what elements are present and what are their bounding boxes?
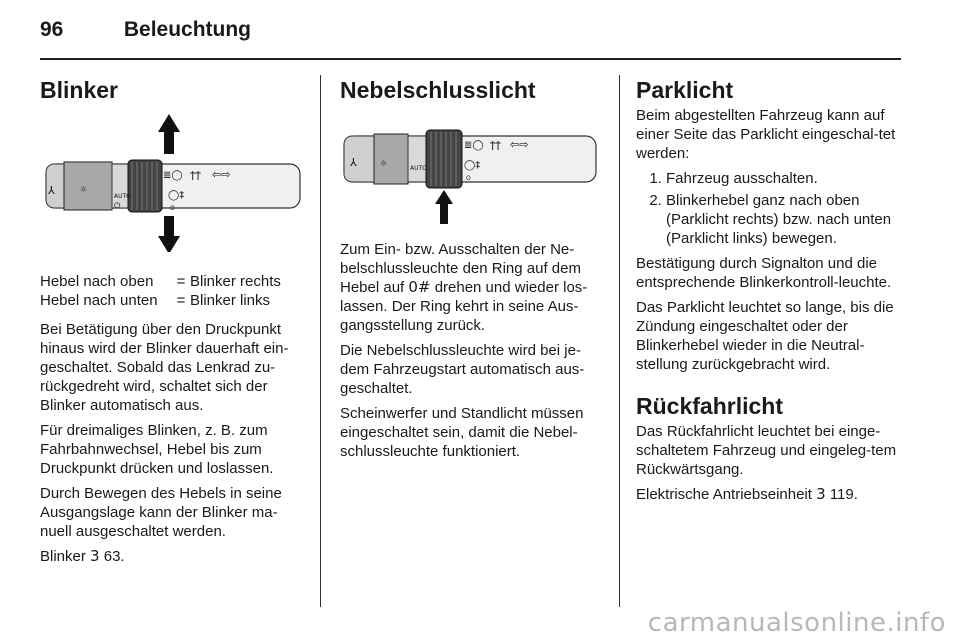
page-header xyxy=(40,18,251,42)
paragraph: Zum Ein- bzw. Ausschalten der Ne-belschlussleuchte den Ring auf dem Hebel auf 0# drehen und wieder los-lassen. Der Ring kehrt in seine Aus-gangsstellung zurück. xyxy=(340,241,588,334)
steps-list xyxy=(636,169,902,248)
reference-arrow-icon: 3 xyxy=(90,547,100,565)
header-rule xyxy=(40,58,901,60)
paragraph: Bestätigung durch Signalton und die entsprechende Blinkerkontroll-leuchte. xyxy=(636,255,892,291)
fog-light-icon: 0# xyxy=(408,278,431,296)
svg-text:◯‡: ◯‡ xyxy=(168,190,185,201)
heading-parklicht: Parklicht xyxy=(636,77,734,103)
svg-text:ϯϯ: ϯϯ xyxy=(490,140,501,151)
paragraph: Durch Bewegen des Hebels in seine Ausgangslage kann der Blinker ma-nuell ausgeschaltet werden. xyxy=(40,485,282,540)
svg-text:≣◯: ≣◯ xyxy=(464,140,484,151)
paragraph: Für dreimaliges Blinken, z. B. zum Fahrbahnwechsel, Hebel bis zum Druckpunkt drücken und loslassen. xyxy=(40,422,274,477)
watermark: carmanualsonline.info xyxy=(647,608,946,638)
list-item: 2. Blinkerhebel ganz nach oben (Parklicht rechts) bzw. nach unten (Parklicht links) bewegen. xyxy=(666,191,902,248)
list-item: 1. Fahrzeug ausschalten. xyxy=(666,169,902,188)
paragraph: Scheinwerfer und Standlicht müssen eingeschaltet sein, damit die Nebel-schlussleuchte funktioniert. xyxy=(340,405,584,460)
arrow-up-icon xyxy=(435,190,453,224)
stalk-figure-fog xyxy=(340,122,598,226)
table-sep: = xyxy=(176,273,186,290)
reference-arrow-icon: 3 xyxy=(816,485,826,503)
svg-text:⇦⇨: ⇦⇨ xyxy=(212,168,231,181)
svg-text:⅄: ⅄ xyxy=(350,156,357,169)
paragraph: Das Rückfahrlicht leuchtet bei einge-schaltetem Fahrzeug und eingeleg-tem Rückwärtsgang. xyxy=(636,423,897,478)
column-parklicht xyxy=(636,76,902,510)
table-sep: = xyxy=(176,292,186,309)
table-label: Hebel nach oben xyxy=(40,273,154,290)
arrow-up-icon xyxy=(158,114,180,154)
paragraph: Beim abgestellten Fahrzeug kann auf einer Seite das Parklicht eingeschal-tet werden: xyxy=(636,107,896,162)
heading-blinker: Blinker xyxy=(40,77,118,103)
column-divider-1 xyxy=(320,75,321,607)
arrow-down-icon xyxy=(158,216,180,252)
paragraph: Bei Betätigung über den Druckpunkt hinaus wird der Blinker dauerhaft ein-geschaltet. Sobald das Lenkrad zu-rückgedreht wird, schaltet sich der Blinker automatisch aus. xyxy=(40,321,289,414)
page-number: 96 xyxy=(40,18,64,41)
svg-text:AUTO: AUTO xyxy=(114,193,131,200)
cross-reference[interactable]: Blinker 3 63. xyxy=(40,547,125,565)
svg-text:≣◯: ≣◯ xyxy=(163,170,183,181)
svg-text:AUTO: AUTO xyxy=(410,165,427,172)
table-label: Hebel nach unten xyxy=(40,292,158,309)
svg-text:O: O xyxy=(170,205,175,212)
svg-text:◯‡: ◯‡ xyxy=(464,160,481,171)
table-value: Blinker rechts xyxy=(190,273,281,290)
column-nebelschlusslicht xyxy=(340,76,606,467)
table-value: Blinker links xyxy=(190,292,271,309)
cross-reference[interactable]: Elektrische Antriebseinheit 3 119. xyxy=(636,485,858,503)
direction-table xyxy=(40,272,306,310)
column-blinker xyxy=(40,76,306,572)
svg-text:☼: ☼ xyxy=(80,185,88,194)
paragraph: Das Parklicht leuchtet so lange, bis die Zündung eingeschaltet oder der Blinkerhebel wieder in die Neutral-stellung zurückgebracht wird. xyxy=(636,299,894,373)
svg-text:ϯϯ: ϯϯ xyxy=(190,170,201,181)
svg-text:⅄: ⅄ xyxy=(48,184,55,197)
stalk-figure-blinker xyxy=(40,112,302,252)
svg-text:O: O xyxy=(466,175,471,182)
heading-nebelschlusslicht: Nebelschlusslicht xyxy=(340,77,536,103)
section-title: Beleuchtung xyxy=(123,18,252,41)
svg-text:⇦⇨: ⇦⇨ xyxy=(510,138,529,151)
column-divider-2 xyxy=(619,75,620,607)
heading-rueckfahrlicht: Rückfahrlicht xyxy=(636,393,783,419)
paragraph: Die Nebelschlussleuchte wird bei je-dem Fahrzeugstart automatisch aus-geschaltet. xyxy=(340,342,585,397)
svg-text:⏻: ⏻ xyxy=(114,201,121,210)
svg-text:☼: ☼ xyxy=(380,159,388,168)
